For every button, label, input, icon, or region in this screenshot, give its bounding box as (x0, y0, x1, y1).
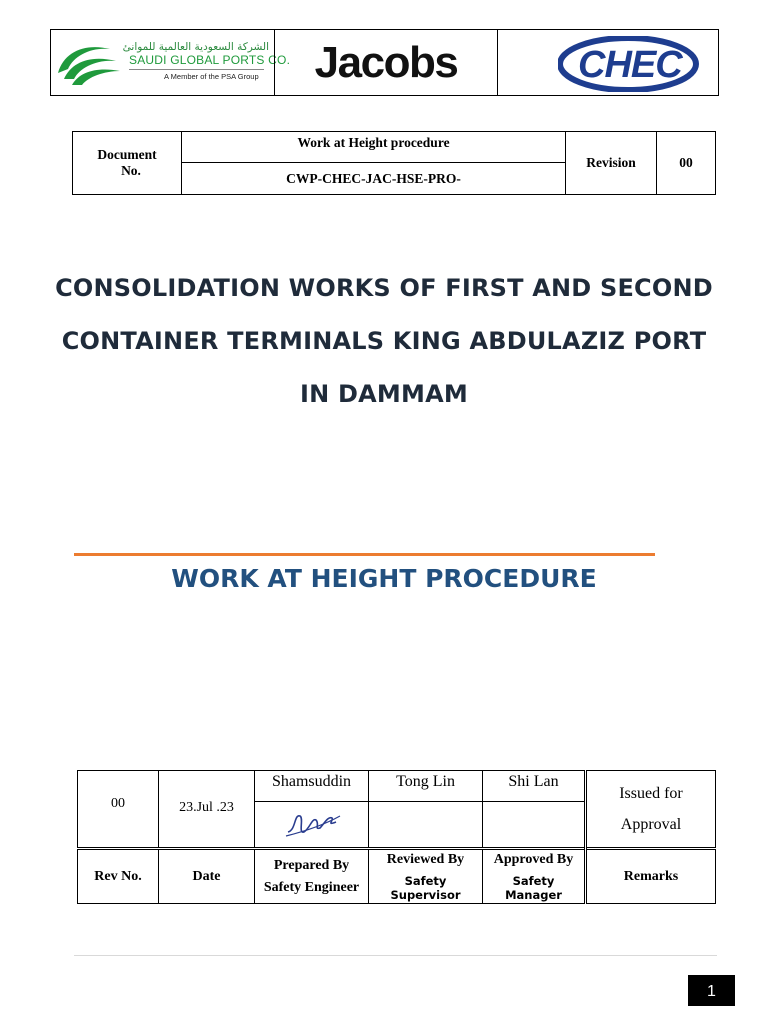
sgp-arabic-name: الشركة السعودية العالمية للموانئ (122, 41, 269, 53)
date-value: 23.Jul .23 (179, 800, 234, 815)
approved-name-cell (483, 771, 586, 802)
accent-divider (74, 553, 655, 556)
document-title: Work at Height procedure (297, 135, 450, 150)
sgp-divider (129, 69, 264, 70)
date-header-cell (159, 849, 255, 904)
procedure-title: WORK AT HEIGHT PROCEDURE (171, 564, 597, 593)
document-code: CWP-CHEC-JAC-HSE-PRO- (286, 170, 461, 186)
approved-by-header: Approved By (493, 851, 574, 867)
project-title (40, 262, 728, 421)
project-title-line-2: CONTAINER TERMINALS KING ABDULAZIZ PORT (61, 327, 707, 355)
prepared-by-role: Safety Engineer (263, 879, 360, 895)
remarks-line-2: Approval (620, 816, 682, 833)
document-no-label-1: Document (97, 147, 157, 162)
reviewed-by-name: Tong Lin (396, 773, 455, 790)
chec-logo-cell (497, 30, 718, 95)
reviewed-header-cell (369, 849, 483, 904)
prepared-header-cell (255, 849, 369, 904)
jacobs-logo: Jacobs (314, 38, 458, 87)
prepared-by-name: Shamsuddin (271, 773, 352, 790)
sgp-logo (54, 39, 291, 89)
document-no-label-2: No. (121, 163, 141, 178)
sgp-logo-cell (51, 30, 291, 95)
remarks-header: Remarks (623, 868, 679, 884)
project-title-line-3: IN DAMMAM (300, 380, 468, 408)
approved-header-cell (483, 849, 586, 904)
rev-no-header-cell (78, 849, 159, 904)
approval-table (77, 770, 716, 904)
document-info-table (72, 131, 716, 195)
logo-header (50, 29, 719, 96)
document-no-label-cell (73, 132, 182, 195)
reviewed-by-header: Reviewed By (386, 851, 465, 867)
reviewed-signature-cell (369, 802, 483, 849)
remarks-cell (586, 771, 716, 849)
date-header: Date (192, 868, 221, 884)
prepared-by-header: Prepared By (273, 857, 350, 873)
revision-label-cell (566, 132, 657, 195)
prepared-name-cell (255, 771, 369, 802)
sgp-member-text: A Member of the PSA Group (164, 72, 259, 81)
sgp-english-name: SAUDI GLOBAL PORTS CO. (129, 53, 291, 67)
jacobs-logo-cell (274, 30, 497, 95)
reviewed-name-cell (369, 771, 483, 802)
document-code-cell (182, 163, 566, 195)
approved-signature-cell (483, 802, 586, 849)
remarks-header-cell (586, 849, 716, 904)
page-number: 1 (688, 975, 735, 1006)
approved-by-role: Safety Manager (505, 873, 562, 902)
rev-no-header: Rev No. (94, 868, 142, 884)
project-title-line-1: CONSOLIDATION WORKS OF FIRST AND SECOND (55, 274, 713, 302)
reviewed-by-role: Safety Supervisor (390, 873, 461, 902)
signature-icon (282, 802, 342, 842)
sgp-waves-icon (54, 39, 124, 89)
revision-value-cell (657, 132, 716, 195)
remarks-line-1: Issued for (619, 785, 683, 802)
revision-label: Revision (586, 155, 636, 170)
revision-value: 00 (679, 155, 693, 170)
chec-wordmark: CHEC (578, 44, 682, 86)
document-title-cell (182, 132, 566, 163)
approved-by-name: Shi Lan (508, 773, 559, 790)
rev-no-cell (78, 771, 159, 849)
prepared-signature-cell (255, 802, 369, 849)
chec-logo (558, 36, 703, 92)
rev-no-value: 00 (111, 796, 125, 811)
date-cell (159, 771, 255, 849)
footer-divider (74, 955, 717, 956)
